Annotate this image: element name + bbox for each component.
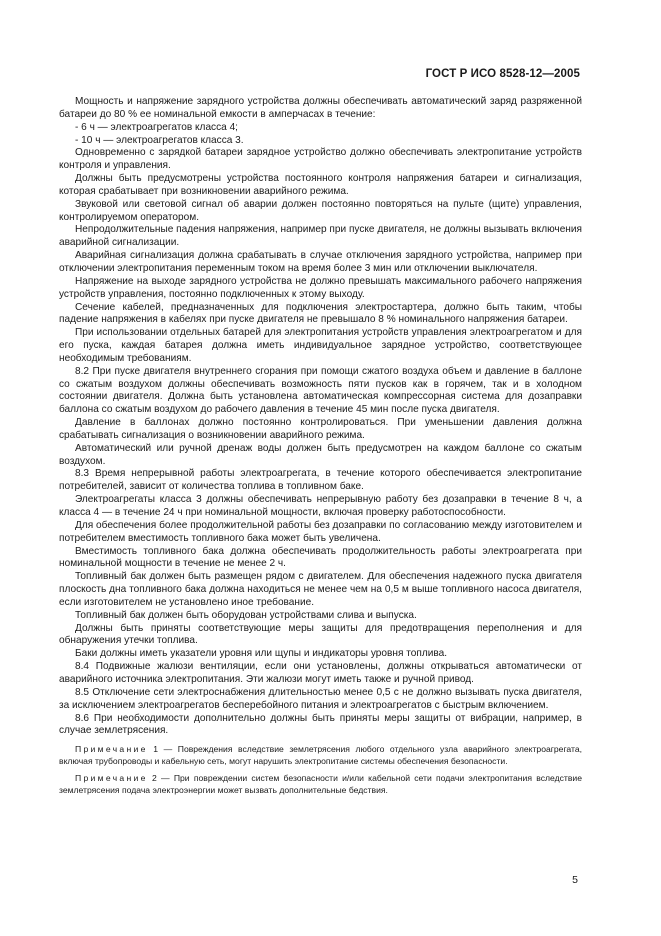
- note-label: Примечание: [75, 773, 148, 784]
- paragraph: 8.6 При необходимости дополнительно должны быть приняты меры защиты от вибрации, например, в случае землетрясения.: [59, 712, 582, 737]
- paragraph: Аварийная сигнализация должна срабатывать в случае отключения зарядного устройства, например при отключении электропитания переменным током на время более 3 мин или отключении выключателя.: [59, 250, 582, 274]
- paragraph: Должны быть приняты соответствующие меры защиты для предотвращения переполнения и для обнаружения утечки топлива.: [59, 622, 582, 647]
- note-text: 2 — При повреждении систем безопасности и/или кабельной сети подачи электропитания вследствие землетрясения подача электроэнергии может вызвать дополнительные бедствия.: [59, 773, 582, 795]
- paragraph: Автоматический или ручной дренаж воды должен быть предусмотрен на каждом баллоне со сжатым воздухом.: [59, 442, 582, 467]
- note-1: [59, 744, 582, 767]
- list-item: - 10 ч — электроагрегатов класса 3.: [75, 134, 244, 146]
- paragraph: Сечение кабелей, предназначенных для подключения электростартера, должно быть таким, чтобы падение напряжения в кабелях при пуске двигателя не превышало 8 % номинального напряжения батареи.: [59, 301, 582, 326]
- paragraph: Топливный бак должен быть оборудован устройствами слива и выпуска.: [75, 609, 417, 621]
- paragraph: 8.3 Время непрерывной работы электроагрегата, в течение которого обеспечивается электропитание потребителей, зависит от количества топлива в топливном баке.: [59, 468, 582, 493]
- paragraph: Непродолжительные падения напряжения, например при пуске двигателя, не должны вызывать включения аварийной сигнализации.: [59, 224, 582, 249]
- paragraph: Электроагрегаты класса 3 должны обеспечивать непрерывную работу без дозаправки в течение 8 ч, а класса 4 — в течение 24 ч при номинальной мощности, включая проверку работоспособности.: [59, 494, 582, 518]
- paragraph: Звуковой или световой сигнал об аварии должен постоянно повторяться на пульте (щите) управления, контролируемом оператором.: [59, 198, 582, 223]
- note-label: Примечание: [75, 744, 148, 755]
- paragraph: Баки должны иметь указатели уровня или щупы и индикаторы уровня топлива.: [75, 648, 448, 660]
- paragraph: Давление в баллонах должно постоянно контролироваться. При уменьшении давления должна срабатывать сигнализация о возникновении аварийного режима.: [59, 417, 582, 441]
- paragraph: При использовании отдельных батарей для электропитания устройств управления электроагрегатом и для его пуска, каждая батарея должна иметь индивидуальное зарядное устройство, соответствующее необходимым требованиям.: [59, 327, 582, 364]
- paragraph: 8.5 Отключение сети электроснабжения длительностью менее 0,5 с не должно вызывать пуска двигателя, за исключением электроагрегатов бесперебойного питания и электроагрегатов с быстрым включением.: [59, 686, 582, 711]
- paragraph: Должны быть предусмотрены устройства постоянного контроля напряжения батареи и сигнализация, которая срабатывает при возникновении аварийного режима.: [59, 173, 582, 197]
- paragraph: 8.2 При пуске двигателя внутреннего сгорания при помощи сжатого воздуха объем и давление в баллоне со сжатым воздухом должны обеспечивать возможность пяти пусков как в горячем, так и в холодном состоянии двигателя. Должна быть установлена автоматическая компрессорная система для дозаправки баллона со сжатым воздухом до рабочего давления в течение 45 мин после пуска двигателя.: [59, 365, 582, 416]
- paragraph: Топливный бак должен быть размещен рядом с двигателем. Для обеспечения надежного пуска двигателя плоскость дна топливного бака должна находиться не менее чем на 0,5 м выше топливного насоса двигателя, если изготовителем не установлено иное требование.: [59, 571, 582, 608]
- list-item: - 6 ч — электроагрегатов класса 4;: [75, 121, 238, 133]
- paragraph: Одновременно с зарядкой батареи зарядное устройство должно обеспечивать электропитание устройств контроля и управления.: [59, 147, 582, 172]
- paragraph: 8.4 Подвижные жалюзи вентиляции, если они установлены, должны открываться автоматически от аварийного источника электропитания. Эти жалюзи могут иметь также и ручной привод.: [59, 661, 582, 685]
- page-body: [59, 96, 582, 797]
- paragraph: Вместимость топливного бака должна обеспечивать продолжительность работы электроагрегата при номинальной мощности в течение не менее 2 ч.: [59, 545, 582, 570]
- note-2: [59, 773, 582, 796]
- paragraph: Мощность и напряжение зарядного устройства должны обеспечивать автоматический заряд разряженной батареи до 80 % ее номинальной емкости в амперчасах в течение:: [59, 96, 582, 120]
- document-code: ГОСТ Р ИСО 8528-12—2005: [425, 68, 580, 80]
- note-text: 1 — Повреждения вследствие землетрясения любого отдельного узла аварийного электроагрегата, включая трубопроводы и кабельную сеть, могут нарушить электропитание системы обеспечения безопасности.: [59, 744, 582, 766]
- paragraph: Напряжение на выходе зарядного устройства не должно превышать максимального рабочего напряжения устройств управления, постоянно подключенных к этому выходу.: [59, 275, 582, 300]
- page-number: 5: [572, 874, 578, 886]
- paragraph: Для обеспечения более продолжительной работы без дозаправки по согласованию между изготовителем и потребителем вместимость топливного бака может быть увеличена.: [59, 519, 582, 544]
